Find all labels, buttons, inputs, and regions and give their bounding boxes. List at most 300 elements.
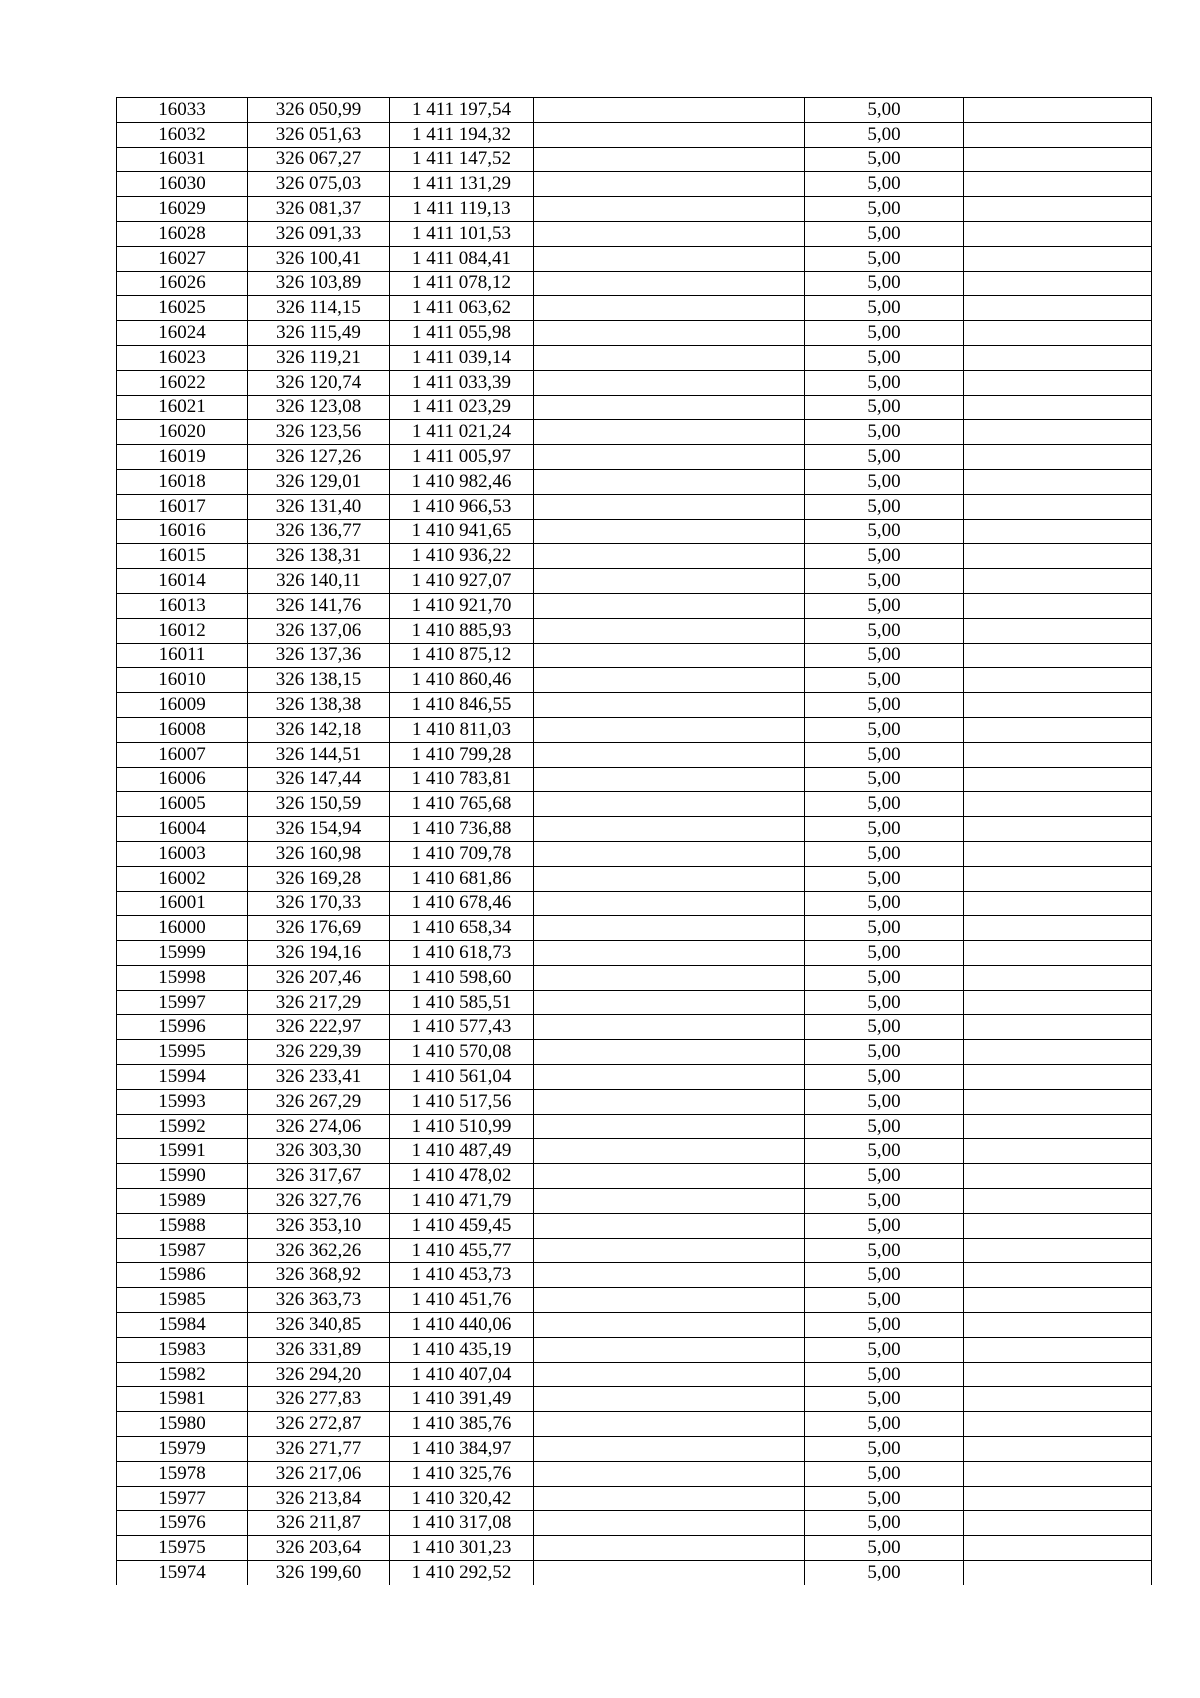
- point-number-cell: 16013: [117, 593, 248, 618]
- y-coordinate-cell: 1 411 101,53: [390, 221, 534, 246]
- y-coordinate-cell: 1 410 407,04: [390, 1362, 534, 1387]
- empty-cell: [964, 1288, 1152, 1313]
- x-coordinate-cell: 326 207,46: [248, 965, 390, 990]
- x-coordinate-cell: 326 137,36: [248, 643, 390, 668]
- x-coordinate-cell: 326 140,11: [248, 569, 390, 594]
- table-row: [117, 345, 1152, 370]
- y-coordinate-cell: 1 410 658,34: [390, 916, 534, 941]
- table-row: [117, 1313, 1152, 1338]
- table-row: [117, 147, 1152, 172]
- y-coordinate-cell: 1 410 709,78: [390, 841, 534, 866]
- table-row: [117, 321, 1152, 346]
- value-cell: 5,00: [805, 1412, 964, 1437]
- table-row: [117, 395, 1152, 420]
- table-row: [117, 122, 1152, 147]
- empty-cell: [964, 1213, 1152, 1238]
- empty-cell: [964, 469, 1152, 494]
- x-coordinate-cell: 326 217,06: [248, 1461, 390, 1486]
- x-coordinate-cell: 326 274,06: [248, 1114, 390, 1139]
- empty-cell: [964, 122, 1152, 147]
- empty-cell: [534, 445, 805, 470]
- value-cell: 5,00: [805, 1536, 964, 1561]
- table-row: [117, 593, 1152, 618]
- empty-cell: [534, 1288, 805, 1313]
- point-number-cell: 16032: [117, 122, 248, 147]
- point-number-cell: 16031: [117, 147, 248, 172]
- y-coordinate-cell: 1 410 577,43: [390, 1015, 534, 1040]
- table-row: [117, 1164, 1152, 1189]
- x-coordinate-cell: 326 340,85: [248, 1313, 390, 1338]
- empty-cell: [534, 1561, 805, 1585]
- empty-cell: [964, 792, 1152, 817]
- table-row: [117, 941, 1152, 966]
- value-cell: 5,00: [805, 817, 964, 842]
- table-row: [117, 693, 1152, 718]
- x-coordinate-cell: 326 081,37: [248, 197, 390, 222]
- empty-cell: [964, 544, 1152, 569]
- point-number-cell: 15993: [117, 1089, 248, 1114]
- value-cell: 5,00: [805, 1040, 964, 1065]
- table-row: [117, 445, 1152, 470]
- value-cell: 5,00: [805, 197, 964, 222]
- table-row: [117, 1139, 1152, 1164]
- empty-cell: [534, 693, 805, 718]
- value-cell: 5,00: [805, 1387, 964, 1412]
- point-number-cell: 16025: [117, 296, 248, 321]
- empty-cell: [534, 296, 805, 321]
- empty-cell: [534, 1040, 805, 1065]
- empty-cell: [534, 767, 805, 792]
- table-row: [117, 1412, 1152, 1437]
- value-cell: 5,00: [805, 792, 964, 817]
- value-cell: 5,00: [805, 990, 964, 1015]
- value-cell: 5,00: [805, 221, 964, 246]
- value-cell: 5,00: [805, 1065, 964, 1090]
- x-coordinate-cell: 326 103,89: [248, 271, 390, 296]
- x-coordinate-cell: 326 067,27: [248, 147, 390, 172]
- x-coordinate-cell: 326 303,30: [248, 1139, 390, 1164]
- table-row: [117, 296, 1152, 321]
- x-coordinate-cell: 326 154,94: [248, 817, 390, 842]
- empty-cell: [534, 1015, 805, 1040]
- value-cell: 5,00: [805, 395, 964, 420]
- empty-cell: [534, 841, 805, 866]
- empty-cell: [534, 792, 805, 817]
- point-number-cell: 16006: [117, 767, 248, 792]
- y-coordinate-cell: 1 410 585,51: [390, 990, 534, 1015]
- value-cell: 5,00: [805, 494, 964, 519]
- empty-cell: [534, 1213, 805, 1238]
- table-row: [117, 98, 1152, 123]
- point-number-cell: 15980: [117, 1412, 248, 1437]
- y-coordinate-cell: 1 410 921,70: [390, 593, 534, 618]
- x-coordinate-cell: 326 272,87: [248, 1412, 390, 1437]
- value-cell: 5,00: [805, 246, 964, 271]
- empty-cell: [534, 941, 805, 966]
- empty-cell: [964, 1461, 1152, 1486]
- point-number-cell: 16016: [117, 519, 248, 544]
- y-coordinate-cell: 1 411 055,98: [390, 321, 534, 346]
- point-number-cell: 16011: [117, 643, 248, 668]
- empty-cell: [964, 1089, 1152, 1114]
- point-number-cell: 16010: [117, 668, 248, 693]
- point-number-cell: 16009: [117, 693, 248, 718]
- empty-cell: [964, 1511, 1152, 1536]
- x-coordinate-cell: 326 267,29: [248, 1089, 390, 1114]
- y-coordinate-cell: 1 411 197,54: [390, 98, 534, 123]
- table-row: [117, 618, 1152, 643]
- point-number-cell: 16004: [117, 817, 248, 842]
- empty-cell: [964, 916, 1152, 941]
- point-number-cell: 15983: [117, 1337, 248, 1362]
- x-coordinate-cell: 326 170,33: [248, 891, 390, 916]
- x-coordinate-cell: 326 217,29: [248, 990, 390, 1015]
- x-coordinate-cell: 326 123,56: [248, 420, 390, 445]
- empty-cell: [964, 618, 1152, 643]
- empty-cell: [964, 445, 1152, 470]
- empty-cell: [964, 1114, 1152, 1139]
- coordinate-sheet: [116, 97, 1151, 1587]
- table-row: [117, 1040, 1152, 1065]
- point-number-cell: 16007: [117, 742, 248, 767]
- point-number-cell: 15994: [117, 1065, 248, 1090]
- empty-cell: [964, 172, 1152, 197]
- value-cell: 5,00: [805, 891, 964, 916]
- y-coordinate-cell: 1 410 875,12: [390, 643, 534, 668]
- empty-cell: [964, 494, 1152, 519]
- empty-cell: [534, 98, 805, 123]
- y-coordinate-cell: 1 410 846,55: [390, 693, 534, 718]
- empty-cell: [534, 916, 805, 941]
- point-number-cell: 16023: [117, 345, 248, 370]
- empty-cell: [964, 420, 1152, 445]
- table-row: [117, 1511, 1152, 1536]
- empty-cell: [534, 246, 805, 271]
- table-row: [117, 221, 1152, 246]
- empty-cell: [534, 1387, 805, 1412]
- empty-cell: [964, 1337, 1152, 1362]
- y-coordinate-cell: 1 410 936,22: [390, 544, 534, 569]
- value-cell: 5,00: [805, 1263, 964, 1288]
- empty-cell: [964, 965, 1152, 990]
- x-coordinate-cell: 326 229,39: [248, 1040, 390, 1065]
- y-coordinate-cell: 1 410 618,73: [390, 941, 534, 966]
- empty-cell: [534, 668, 805, 693]
- empty-cell: [964, 271, 1152, 296]
- value-cell: 5,00: [805, 321, 964, 346]
- point-number-cell: 16005: [117, 792, 248, 817]
- point-number-cell: 15977: [117, 1486, 248, 1511]
- y-coordinate-cell: 1 410 982,46: [390, 469, 534, 494]
- table-row: [117, 1238, 1152, 1263]
- y-coordinate-cell: 1 411 039,14: [390, 345, 534, 370]
- empty-cell: [964, 1065, 1152, 1090]
- value-cell: 5,00: [805, 1213, 964, 1238]
- value-cell: 5,00: [805, 1437, 964, 1462]
- x-coordinate-cell: 326 213,84: [248, 1486, 390, 1511]
- empty-cell: [964, 321, 1152, 346]
- value-cell: 5,00: [805, 98, 964, 123]
- value-cell: 5,00: [805, 519, 964, 544]
- y-coordinate-cell: 1 410 681,86: [390, 866, 534, 891]
- value-cell: 5,00: [805, 693, 964, 718]
- table-row: [117, 1114, 1152, 1139]
- y-coordinate-cell: 1 410 678,46: [390, 891, 534, 916]
- value-cell: 5,00: [805, 420, 964, 445]
- point-number-cell: 15992: [117, 1114, 248, 1139]
- y-coordinate-cell: 1 410 451,76: [390, 1288, 534, 1313]
- y-coordinate-cell: 1 410 517,56: [390, 1089, 534, 1114]
- empty-cell: [534, 1238, 805, 1263]
- y-coordinate-cell: 1 411 078,12: [390, 271, 534, 296]
- empty-cell: [964, 1139, 1152, 1164]
- point-number-cell: 15999: [117, 941, 248, 966]
- empty-cell: [964, 519, 1152, 544]
- x-coordinate-cell: 326 136,77: [248, 519, 390, 544]
- value-cell: 5,00: [805, 1015, 964, 1040]
- empty-cell: [534, 965, 805, 990]
- point-number-cell: 16000: [117, 916, 248, 941]
- point-number-cell: 15986: [117, 1263, 248, 1288]
- y-coordinate-cell: 1 410 765,68: [390, 792, 534, 817]
- empty-cell: [534, 1263, 805, 1288]
- x-coordinate-cell: 326 142,18: [248, 717, 390, 742]
- empty-cell: [964, 1040, 1152, 1065]
- point-number-cell: 15979: [117, 1437, 248, 1462]
- empty-cell: [964, 1263, 1152, 1288]
- empty-cell: [964, 841, 1152, 866]
- empty-cell: [534, 643, 805, 668]
- point-number-cell: 15982: [117, 1362, 248, 1387]
- empty-cell: [964, 1387, 1152, 1412]
- empty-cell: [964, 1437, 1152, 1462]
- y-coordinate-cell: 1 411 063,62: [390, 296, 534, 321]
- x-coordinate-cell: 326 363,73: [248, 1288, 390, 1313]
- x-coordinate-cell: 326 127,26: [248, 445, 390, 470]
- x-coordinate-cell: 326 331,89: [248, 1337, 390, 1362]
- value-cell: 5,00: [805, 1189, 964, 1214]
- table-row: [117, 420, 1152, 445]
- empty-cell: [964, 221, 1152, 246]
- x-coordinate-cell: 326 294,20: [248, 1362, 390, 1387]
- y-coordinate-cell: 1 410 811,03: [390, 717, 534, 742]
- point-number-cell: 16020: [117, 420, 248, 445]
- empty-cell: [534, 1362, 805, 1387]
- value-cell: 5,00: [805, 618, 964, 643]
- table-row: [117, 1337, 1152, 1362]
- empty-cell: [534, 321, 805, 346]
- table-row: [117, 1437, 1152, 1462]
- table-row: [117, 1362, 1152, 1387]
- point-number-cell: 16022: [117, 370, 248, 395]
- y-coordinate-cell: 1 410 471,79: [390, 1189, 534, 1214]
- point-number-cell: 15984: [117, 1313, 248, 1338]
- point-number-cell: 15987: [117, 1238, 248, 1263]
- empty-cell: [534, 1437, 805, 1462]
- y-coordinate-cell: 1 410 941,65: [390, 519, 534, 544]
- value-cell: 5,00: [805, 147, 964, 172]
- y-coordinate-cell: 1 410 570,08: [390, 1040, 534, 1065]
- x-coordinate-cell: 326 368,92: [248, 1263, 390, 1288]
- x-coordinate-cell: 326 271,77: [248, 1437, 390, 1462]
- x-coordinate-cell: 326 353,10: [248, 1213, 390, 1238]
- y-coordinate-cell: 1 410 927,07: [390, 569, 534, 594]
- value-cell: 5,00: [805, 544, 964, 569]
- empty-cell: [534, 172, 805, 197]
- empty-cell: [534, 1461, 805, 1486]
- table-row: [117, 569, 1152, 594]
- y-coordinate-cell: 1 410 885,93: [390, 618, 534, 643]
- value-cell: 5,00: [805, 643, 964, 668]
- empty-cell: [534, 1139, 805, 1164]
- x-coordinate-cell: 326 203,64: [248, 1536, 390, 1561]
- table-row: [117, 1387, 1152, 1412]
- point-number-cell: 15998: [117, 965, 248, 990]
- table-row: [117, 717, 1152, 742]
- table-row: [117, 469, 1152, 494]
- y-coordinate-cell: 1 410 510,99: [390, 1114, 534, 1139]
- empty-cell: [964, 717, 1152, 742]
- coordinate-table: [116, 97, 1152, 1585]
- x-coordinate-cell: 326 327,76: [248, 1189, 390, 1214]
- empty-cell: [534, 866, 805, 891]
- point-number-cell: 16018: [117, 469, 248, 494]
- empty-cell: [964, 296, 1152, 321]
- value-cell: 5,00: [805, 469, 964, 494]
- x-coordinate-cell: 326 233,41: [248, 1065, 390, 1090]
- point-number-cell: 16014: [117, 569, 248, 594]
- value-cell: 5,00: [805, 1362, 964, 1387]
- point-number-cell: 15997: [117, 990, 248, 1015]
- table-row: [117, 519, 1152, 544]
- value-cell: 5,00: [805, 1164, 964, 1189]
- table-row: [117, 817, 1152, 842]
- empty-cell: [964, 593, 1152, 618]
- empty-cell: [964, 1412, 1152, 1437]
- value-cell: 5,00: [805, 1337, 964, 1362]
- value-cell: 5,00: [805, 1139, 964, 1164]
- point-number-cell: 15985: [117, 1288, 248, 1313]
- y-coordinate-cell: 1 410 459,45: [390, 1213, 534, 1238]
- table-row: [117, 668, 1152, 693]
- point-number-cell: 16002: [117, 866, 248, 891]
- value-cell: 5,00: [805, 569, 964, 594]
- empty-cell: [534, 1089, 805, 1114]
- table-row: [117, 1263, 1152, 1288]
- table-row: [117, 494, 1152, 519]
- value-cell: 5,00: [805, 1313, 964, 1338]
- x-coordinate-cell: 326 150,59: [248, 792, 390, 817]
- empty-cell: [534, 519, 805, 544]
- table-row: [117, 891, 1152, 916]
- point-number-cell: 16015: [117, 544, 248, 569]
- point-number-cell: 15991: [117, 1139, 248, 1164]
- table-row: [117, 841, 1152, 866]
- point-number-cell: 15989: [117, 1189, 248, 1214]
- x-coordinate-cell: 326 277,83: [248, 1387, 390, 1412]
- value-cell: 5,00: [805, 172, 964, 197]
- y-coordinate-cell: 1 410 317,08: [390, 1511, 534, 1536]
- point-number-cell: 16008: [117, 717, 248, 742]
- value-cell: 5,00: [805, 841, 964, 866]
- value-cell: 5,00: [805, 1288, 964, 1313]
- empty-cell: [534, 891, 805, 916]
- empty-cell: [534, 370, 805, 395]
- y-coordinate-cell: 1 410 736,88: [390, 817, 534, 842]
- empty-cell: [964, 1015, 1152, 1040]
- empty-cell: [534, 420, 805, 445]
- point-number-cell: 15996: [117, 1015, 248, 1040]
- table-row: [117, 1486, 1152, 1511]
- empty-cell: [534, 345, 805, 370]
- point-number-cell: 16028: [117, 221, 248, 246]
- x-coordinate-cell: 326 129,01: [248, 469, 390, 494]
- empty-cell: [964, 246, 1152, 271]
- x-coordinate-cell: 326 091,33: [248, 221, 390, 246]
- empty-cell: [964, 866, 1152, 891]
- empty-cell: [534, 569, 805, 594]
- empty-cell: [534, 817, 805, 842]
- x-coordinate-cell: 326 138,38: [248, 693, 390, 718]
- empty-cell: [534, 395, 805, 420]
- x-coordinate-cell: 326 169,28: [248, 866, 390, 891]
- value-cell: 5,00: [805, 742, 964, 767]
- x-coordinate-cell: 326 138,15: [248, 668, 390, 693]
- x-coordinate-cell: 326 160,98: [248, 841, 390, 866]
- table-row: [117, 742, 1152, 767]
- y-coordinate-cell: 1 410 966,53: [390, 494, 534, 519]
- value-cell: 5,00: [805, 122, 964, 147]
- table-row: [117, 643, 1152, 668]
- y-coordinate-cell: 1 410 598,60: [390, 965, 534, 990]
- y-coordinate-cell: 1 410 453,73: [390, 1263, 534, 1288]
- y-coordinate-cell: 1 410 487,49: [390, 1139, 534, 1164]
- y-coordinate-cell: 1 411 033,39: [390, 370, 534, 395]
- x-coordinate-cell: 326 131,40: [248, 494, 390, 519]
- value-cell: 5,00: [805, 445, 964, 470]
- x-coordinate-cell: 326 147,44: [248, 767, 390, 792]
- x-coordinate-cell: 326 123,08: [248, 395, 390, 420]
- y-coordinate-cell: 1 410 783,81: [390, 767, 534, 792]
- y-coordinate-cell: 1 410 385,76: [390, 1412, 534, 1437]
- empty-cell: [534, 469, 805, 494]
- empty-cell: [534, 1536, 805, 1561]
- x-coordinate-cell: 326 211,87: [248, 1511, 390, 1536]
- point-number-cell: 15975: [117, 1536, 248, 1561]
- table-row: [117, 1065, 1152, 1090]
- point-number-cell: 16012: [117, 618, 248, 643]
- table-row: [117, 1288, 1152, 1313]
- value-cell: 5,00: [805, 1114, 964, 1139]
- empty-cell: [534, 1065, 805, 1090]
- y-coordinate-cell: 1 410 478,02: [390, 1164, 534, 1189]
- empty-cell: [964, 1486, 1152, 1511]
- empty-cell: [534, 544, 805, 569]
- value-cell: 5,00: [805, 593, 964, 618]
- empty-cell: [964, 197, 1152, 222]
- empty-cell: [964, 891, 1152, 916]
- x-coordinate-cell: 326 075,03: [248, 172, 390, 197]
- x-coordinate-cell: 326 100,41: [248, 246, 390, 271]
- point-number-cell: 16017: [117, 494, 248, 519]
- point-number-cell: 15981: [117, 1387, 248, 1412]
- value-cell: 5,00: [805, 965, 964, 990]
- empty-cell: [964, 370, 1152, 395]
- empty-cell: [534, 494, 805, 519]
- y-coordinate-cell: 1 410 860,46: [390, 668, 534, 693]
- empty-cell: [964, 643, 1152, 668]
- table-row: [117, 792, 1152, 817]
